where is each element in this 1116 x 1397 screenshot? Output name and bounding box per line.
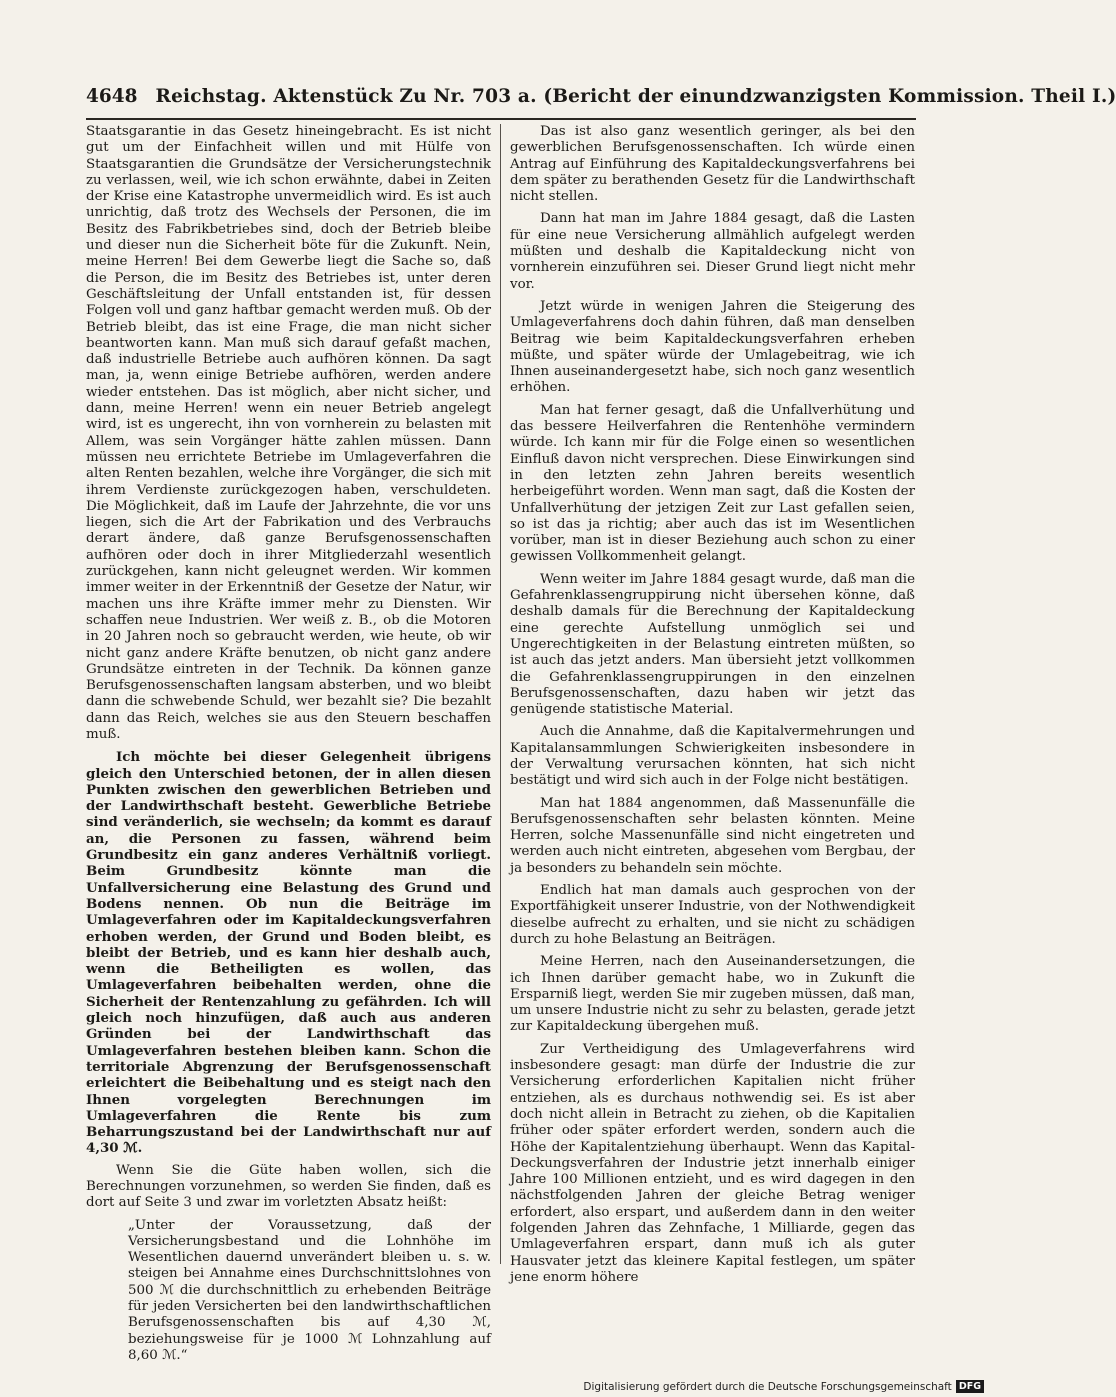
paragraph: Wenn weiter im Jahre 1884 gesagt wurde, daß man die Gefahrenklassengruppirung nicht übersehen könne, daß deshalb damals für die Berechnung der Kapitaldeckung eine gerechte Aufstellung unmöglich sei und Ungerechtigkeiten in der Belastung eintreten müßten, so ist auch das jetzt anders. Man übersieht jetzt vollkommen die Gefahrenklassengruppirungen in den einzelnen Berufsgenossenschaften, dazu haben wir jetzt das genügende statistische Material. bbox=[510, 571, 916, 718]
paragraph: Ich möchte bei dieser Gelegenheit übrigens gleich den Unterschied betonen, der in allen diesen Punkten zwischen den gewerblichen Betrieben und der Landwirthschaft besteht. Gewerbliche Betriebe sind veränderlich, sie wechseln; da kommt es darauf an, die Personen zu fassen, während beim Grundbesitz ein ganz anderes Verhältniß vorliegt. Beim Grundbesitz könnte man die Unfallversicherung eine Belastung des Grund und Bodens nennen. Ob nun die Beiträge im Umlageverfahren oder im Kapitaldeckungsverfahren erhoben werden, der Grund und Boden bleibt, es bleibt der Betrieb, und es kann hier deshalb auch, wenn die Betheiligten es wollen, das Umlageverfahren beibehalten werden, ohne die Sicherheit der Rentenzahlung zu gefährden. Ich will gleich noch hinzufügen, daß auch aus anderen Gründen bei der Landwirthschaft das Umlageverfahren bestehen bleiben kann. Schon die territoriale Abgrenzung der Berufsgenossenschaft erleichtert die Beibehaltung und es steigt nach den Ihnen vorgelegten Berechnungen im Umlageverfahren die Rente bis zum Beharrungszustand bei der Landwirthschaft nur auf 4,30 ℳ. bbox=[86, 749, 491, 1157]
column-divider bbox=[500, 124, 501, 1264]
paragraph: Dann hat man im Jahre 1884 gesagt, daß die Lasten für eine neue Versicherung allmählich aufgelegt werden müßten und deshalb die Kapitaldeckung nicht von vornherein einzuführen sei. Dieser Grund liegt nicht mehr vor. bbox=[510, 211, 915, 292]
paragraph: Man hat ferner gesagt, daß die Unfallverhütung und das bessere Heilverfahren die Rentenhöhe vermindern würde. Ich kann mir für die Folge einen so wesentlichen Einfluß davon nicht versprechen. Diese Einwirkungen sind in den letzten zehn Jahren bereits wesentlich herbeigeführt worden. Wenn man sagt, daß die Kosten der Unfallverhütung der jetzigen Zeit zur Last gefallen seien, so ist das ja richtig; aber auch das ist im Wesentlichen vorüber, man ist in dieser Beziehung auch schon zu einer gewissen Vollkommenheit gelangt. bbox=[510, 402, 915, 565]
paragraph: Auch die Annahme, daß die Kapitalvermehrungen und Kapitalansammlungen Schwierigkeiten insbesondere in der Verwaltung verursachen könnten, hat sich nicht bestätigt und wird sich auch in der Folge nicht bestätigen. bbox=[510, 724, 915, 789]
credit-text: Digitalisierung gefördert durch die Deutsche Forschungsgemeinschaft bbox=[583, 1380, 952, 1393]
right-column bbox=[510, 124, 915, 1292]
running-title: Reichstag. Aktenstück Zu Nr. 703 a. (Bericht der einundzwanzigsten Kommission. Theil I.) bbox=[155, 86, 1116, 107]
paragraph: Meine Herren, nach den Auseinandersetzungen, die ich Ihnen darüber gemacht habe, wo in Zukunft die Ersparniß liegt, werden Sie mir zugeben müssen, daß man, um unsere Industrie nicht zu sehr zu belasten, gerade jetzt zur Kapitaldeckung übergehen muß. bbox=[510, 954, 915, 1035]
paragraph: Jetzt würde in wenigen Jahren die Steigerung des Umlageverfahrens doch dahin führen, daß man denselben Beitrag wie beim Kapitaldeckungsverfahren erheben müßte, und später würde der Umlagebeitrag, wie ich Ihnen auseinandergesetzt habe, sich noch ganz wesentlich erhöhen. bbox=[510, 298, 915, 396]
dfg-logo: DFG bbox=[956, 1380, 984, 1393]
paragraph: Endlich hat man damals auch gesprochen von der Exportfähigkeit unserer Industrie, von der Nothwendigkeit dieselbe aufrecht zu erhalten, und sie nicht zu schädigen durch zu hohe Belastung an Beiträgen. bbox=[510, 883, 915, 947]
header-rule bbox=[86, 118, 916, 120]
paragraph: Das ist also ganz wesentlich geringer, als bei den gewerblichen Berufsgenossenschaften. Ich würde einen Antrag auf Einführung des Kapitaldeckungsverfahrens bei dem später zu berathenden Gesetz für die Landwirthschaft nicht stellen. bbox=[510, 124, 915, 205]
paragraph: Man hat 1884 angenommen, daß Massenunfälle die Berufsgenossenschaften sehr belasten könnten. Meine Herren, solche Massenunfälle sind nicht eingetreten und werden auch nicht eintreten, abgesehen vom Bergbau, der ja besonders zu behandeln sein möchte. bbox=[510, 795, 915, 876]
paragraph: Wenn Sie die Güte haben wollen, sich die Berechnungen vorzunehmen, so werden Sie finden, daß es dort auf Seite 3 und zwar im vorletzten Absatz heißt: bbox=[86, 1162, 491, 1211]
paragraph: Staatsgarantie in das Gesetz hineingebracht. Es ist nicht gut um der Einfachheit willen und mit Hülfe von Staatsgarantien die Grundsätze der Versicherungstechnik zu verlassen, weil, wie ich schon erwähnte, dabei in Zeiten der Krise eine Katastrophe unvermeidlich wird. Es ist auch unrichtig, daß trotz des Wechsels der Personen, die im Besitz des Fabrikbetriebes sind, doch der Betrieb bleibe und dieser nun die Sicherheit böte für die Zukunft. Nein, meine Herren! Bei dem Gewerbe liegt die Sache so, daß die Person, die im Besitz des Betriebes ist, unter deren Geschäftsleitung der Unfall entstanden ist, für dessen Folgen voll und ganz haftbar gemacht werden muß. Ob der Betrieb bleibt, das ist eine Frage, die man nicht sicher beantworten kann. Man muß sich darauf gefaßt machen, daß industrielle Betriebe auch aufhören können. Da sagt man, ja, wenn einige Betriebe aufhören, werden andere wieder entstehen. Das ist möglich, aber nicht sicher, und dann, meine Herren! wenn ein neuer Betrieb angelegt wird, ist es ungerecht, ihn von vornherein zu belasten mit Allem, was sein Vorgänger hätte zahlen müssen. Dann müssen neu errichtete Betriebe im Umlageverfahren die alten Renten bezahlen, welche ihre Vorgänger, die sich mit ihrem Verdienste zurückgezogen haben, verschuldeten. Die Möglichkeit, daß im Laufe der Jahrzehnte, die vor uns liegen, sich die Art der Fabrikation und des Verbrauchs derart ändere, daß ganze Berufsgenossenschaften aufhören oder doch in ihrer Mitgliederzahl wesentlich zurückgehen, kann nicht geleugnet werden. Wir kommen immer weiter in der Erkenntniß der Gesetze der Natur, wir machen uns ihre Kräfte immer mehr zu Diensten. Wir schaffen neue Industrien. Wer weiß z. B., ob die Motoren in 20 Jahren noch so gebraucht werden, wie heute, ob wir nicht ganz andere Kräfte benutzen, ob nicht ganz andere Grundsätze eintreten in der Technik. Da können ganze Berufsgenossenschaften langsam absterben, und wo bleibt dann die schwebende Schuld, wer bezahlt sie? Die bezahlt dann das Reich, welches sie aus den Steuern beschaffen muß. bbox=[86, 124, 491, 742]
paragraph: Zur Vertheidigung des Umlageverfahrens wird insbesondere gesagt: man dürfe der Industrie die zur Versicherung erforderlichen Kapitalien nicht früher entziehen, als es durchaus nothwendig sei. Es ist aber doch nicht allein in Betracht zu ziehen, ob die Kapitalien früher oder später erfordert werden, sondern auch die Höhe der Kapitalentziehung überhaupt. Wenn das Kapital-Deckungsverfahren der Industrie jetzt innerhalb einiger Jahre 100 Millionen entzieht, und es wird dagegen in den nächstfolgenden Jahren der gleiche Betrag weniger erfordert, also erspart, und außerdem dann in den weiter folgenden Jahren das Zehnfache, 1 Milliarde, gegen das Umlageverfahren erspart, dann muß ich als guter Hausvater jetzt das kleinere Kapital festlegen, um später jene enorm höhere bbox=[510, 1041, 915, 1285]
page-header bbox=[86, 86, 1116, 112]
paragraph: „Unter der Voraussetzung, daß der Versicherungsbestand und die Lohnhöhe im Wesentlichen dauernd unverändert bleiben u. s. w. steigen bei Annahme eines Durchschnittslohnes von 500 ℳ die durchschnittlich zu erhebenden Beiträge für jeden Versicherten bei den landwirthschaftlichen Berufsgenossenschaften bis auf 4,30 ℳ, beziehungsweise für je 1000 ℳ Lohnzahlung auf 8,60 ℳ.“ bbox=[128, 1217, 491, 1363]
digitization-credit bbox=[583, 1380, 984, 1393]
page-number: 4648 bbox=[86, 86, 138, 107]
left-column bbox=[86, 124, 491, 1370]
